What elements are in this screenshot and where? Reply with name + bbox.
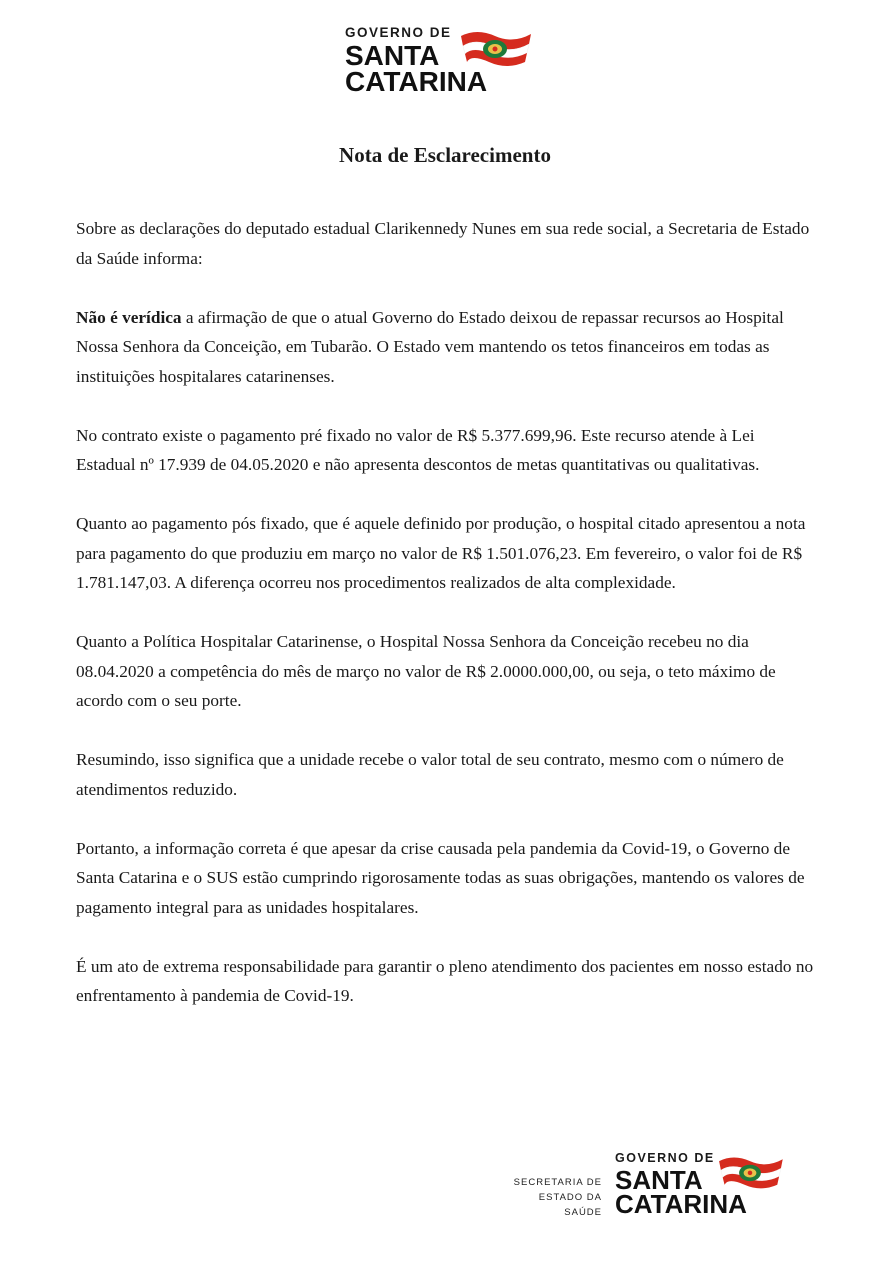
- paragraph: Portanto, a informação correta é que apesar da crise causada pela pandemia da Covid-19, o Governo de Santa Catarina e o SUS estão cumprindo rigorosamente todas as suas obrigações, mantendo os valores de pagamento integral para as unidades hospitalares.: [76, 838, 805, 917]
- logo-line-santa: SANTA: [345, 39, 440, 71]
- governo-santa-catarina-logo: [345, 26, 535, 102]
- paragraph: [76, 303, 816, 392]
- paragraph: Sobre as declarações do deputado estadual Clarikennedy Nunes em sua rede social, a Secretaria de Estado da Saúde informa:: [76, 219, 810, 268]
- paragraph: Quanto a Política Hospitalar Catarinense, o Hospital Nossa Senhora da Conceição recebeu no dia 08.04.2020 a competência do mês de março no valor de R$ 2.0000.000,00, ou seja, o teto máximo de acordo com o seu porte.: [76, 632, 776, 710]
- secretaria-line: SECRETARIA DE: [513, 1177, 602, 1188]
- secretaria-label: [490, 1175, 602, 1220]
- document-body: [76, 214, 816, 1040]
- emphasis-text: Não é verídica: [76, 307, 182, 327]
- logo-line-governo: GOVERNO DE: [345, 25, 452, 40]
- governo-santa-catarina-footer-logo: [615, 1152, 790, 1222]
- flag-icon: [457, 26, 533, 70]
- logo-line-governo: GOVERNO DE: [615, 1151, 715, 1165]
- logo-line-catarina: CATARINA: [615, 1189, 747, 1220]
- paragraph-text: a afirmação de que o atual Governo do Estado deixou de repassar recursos ao Hospital Nossa Senhora da Conceição, em Tubarão. O Estado vem mantendo os tetos financeiros em todas as instituições hospitalares catarinenses.: [76, 307, 784, 386]
- logo-line-catarina: CATARINA: [345, 66, 488, 98]
- secretaria-line: SAÚDE: [564, 1207, 602, 1218]
- logo-line-santa: SANTA: [615, 1164, 703, 1195]
- flag-icon: [715, 1152, 785, 1192]
- paragraph: No contrato existe o pagamento pré fixado no valor de R$ 5.377.699,96. Este recurso atende à Lei Estadual nº 17.939 de 04.05.2020 e não apresenta descontos de metas quantitativas ou qualitativas.: [76, 425, 760, 474]
- page-title: Nota de Esclarecimento: [339, 143, 551, 167]
- secretaria-line: ESTADO DA: [538, 1192, 602, 1203]
- paragraph: É um ato de extrema responsabilidade para garantir o pleno atendimento dos pacientes em nosso estado no enfrentamento à pandemia de Covid-19.: [76, 956, 814, 1005]
- paragraph: Quanto ao pagamento pós fixado, que é aquele definido por produção, o hospital citado apresentou a nota para pagamento do que produziu em março no valor de R$ 1.501.076,23. Em fevereiro, o valor foi de R$ 1.781.147,03. A diferença ocorreu nos procedimentos realizados de alta complexidade.: [76, 514, 806, 592]
- paragraph: Resumindo, isso significa que a unidade recebe o valor total de seu contrato, mesmo com o número de atendimentos reduzido.: [76, 750, 784, 799]
